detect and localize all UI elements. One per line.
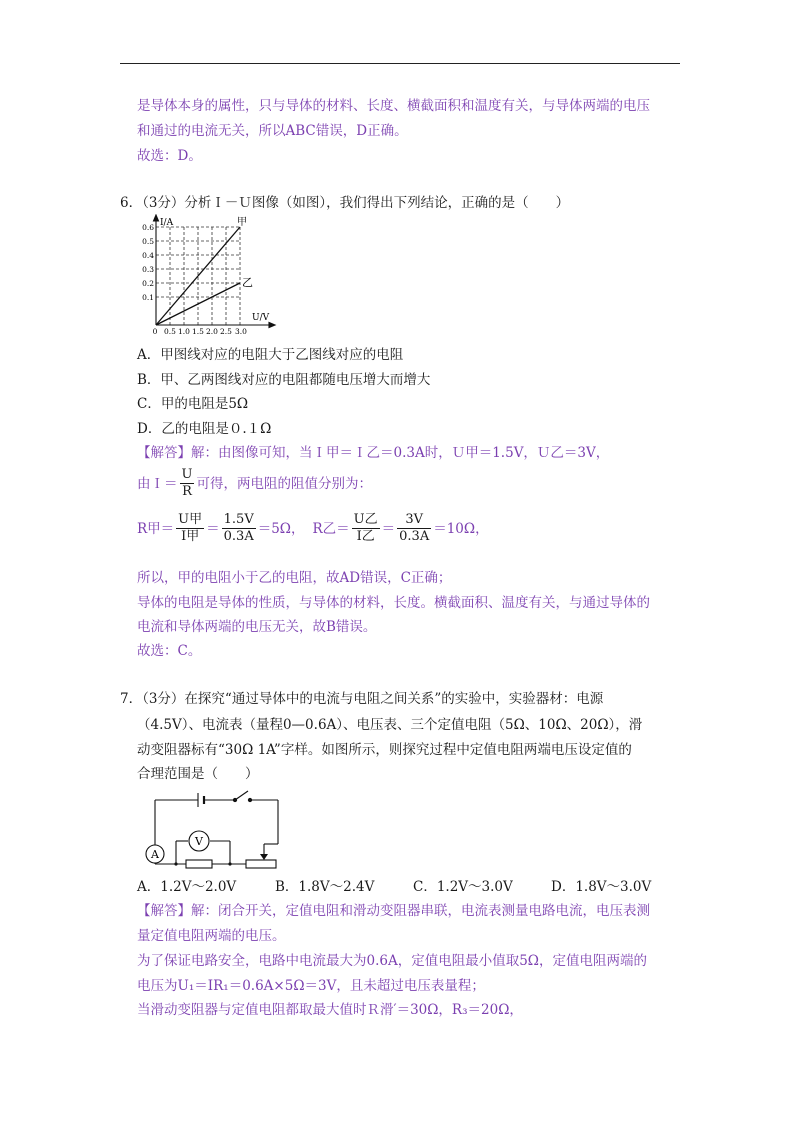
q5-answer-line-2: 和通过的电流无关，所以ABC错误，D正确。 xyxy=(137,123,408,139)
q6-answer-line-6: 电流和导体两端的电压无关，故B错误。 xyxy=(137,619,377,635)
q6-answer-line-5: 导体的电阻是导体的性质，与导体的材料，长度。横截面积、温度有关，与通过导体的 xyxy=(137,595,650,611)
equals-sign: ＝ xyxy=(381,520,396,537)
x-tick: 0.5 xyxy=(164,327,176,336)
r-jia-result: ＝5Ω， xyxy=(257,520,305,537)
fraction-u-yi-over-i-yi xyxy=(352,512,380,545)
fraction-numerator: 1.5V xyxy=(223,512,254,527)
q5-answer-line-1: 是导体本身的属性，只与导体的材料、长度、横截面积和温度有关，与导体两端的电压 xyxy=(137,98,650,114)
label-yi: 乙 xyxy=(242,276,253,289)
fraction-numerator: U乙 xyxy=(353,512,378,527)
q7-answer-line-4: 电压为U₁＝IR₁＝0.6A×5Ω＝3V，且未超过电压表量程； xyxy=(137,978,485,994)
q6-choice: 故选：C。 xyxy=(137,643,202,659)
voltmeter-label: V xyxy=(195,835,203,848)
fraction-1-5v-over-0-3a xyxy=(222,512,256,545)
q6-option-d: D．乙的电阻是０.１Ω xyxy=(137,421,272,437)
fraction-u-over-r xyxy=(180,467,195,500)
x-tick: 2.5 xyxy=(220,327,232,336)
x-axis-label: U/V xyxy=(252,313,270,323)
q6-answer-line-1 xyxy=(137,444,609,462)
x-tick: 3.0 xyxy=(235,327,247,336)
q7-answer-line-3: 为了保证电路安全，电路中电流最大为0.6A，定值电阻最小值取5Ω，定值电阻两端的 xyxy=(137,953,647,969)
fraction-numerator: 3V xyxy=(397,512,431,529)
q7-option-a: A．1.2V～2.0V xyxy=(137,879,237,895)
y-tick: 0.2 xyxy=(142,279,154,288)
equals-sign: ＝ xyxy=(206,520,220,537)
answer-tag: 【解答】 xyxy=(137,445,191,461)
r-yi-label: R乙＝ xyxy=(312,520,350,537)
fraction-u-jia-over-i-jia xyxy=(176,512,204,545)
q5-choice: 故选：D。 xyxy=(137,148,202,164)
q7-stem-line-1: 7．（3分）在探究“通过导体中的电流与电阻之间关系”的实验中，实验器材：电源 xyxy=(120,691,604,707)
q7-answer-line-1 xyxy=(137,902,650,920)
switch-lever xyxy=(235,791,248,800)
q7-option-b: B．1.8V～2.4V xyxy=(275,879,375,895)
y-tick: 0.6 xyxy=(142,223,154,232)
formula-suffix: 可得，两电阻的阻值分别为： xyxy=(196,475,372,492)
q7-option-c: C．1.2V～3.0V xyxy=(413,879,513,895)
fraction-denominator: 0.3A xyxy=(223,529,254,544)
q6-answer-line-2 xyxy=(137,467,372,500)
q7-stem-line-4: 合理范围是（ ） xyxy=(137,766,259,782)
q7-answer-line-2: 量定值电阻两端的电压。 xyxy=(137,928,286,944)
y-axis-arrow xyxy=(154,215,159,221)
fraction-denominator: I乙 xyxy=(356,529,375,544)
y-tick: 0.3 xyxy=(142,265,154,274)
slider-arrow xyxy=(260,854,268,860)
x-tick: 0 xyxy=(152,327,158,336)
y-tick: 0.4 xyxy=(142,251,154,260)
fraction-denominator: I甲 xyxy=(181,529,200,544)
q6-answer-line-4: 所以，甲的电阻小于乙的电阻，故AD错误，C正确； xyxy=(137,570,452,586)
header-rule xyxy=(120,63,680,64)
q6-option-b: B．甲、乙两图线对应的电阻都随电压增大而增大 xyxy=(137,372,431,388)
y-tick: 0.5 xyxy=(142,237,154,246)
ammeter-label: A xyxy=(151,848,159,861)
line-jia xyxy=(156,227,240,325)
fraction-numerator: U xyxy=(181,467,193,482)
r-yi-result: ＝10Ω， xyxy=(433,520,489,537)
x-tick: 1.5 xyxy=(192,327,204,336)
q6-option-c: C．甲的电阻是5Ω xyxy=(137,396,249,412)
iu-graph xyxy=(138,214,278,336)
q6-answer-line-3 xyxy=(137,512,489,545)
q7-stem-line-2: （4.5V）、电流表（量程0—0.6A）、电压表、三个定值电阻（5Ω、10Ω、20Ω），滑 xyxy=(137,717,643,733)
answer-tag: 【解答】 xyxy=(137,903,191,919)
fraction-denominator: R xyxy=(182,484,192,499)
fixed-resistor xyxy=(186,860,212,868)
q7-option-d: D．1.8V～3.0V xyxy=(551,879,652,895)
junction-dot xyxy=(228,862,231,865)
q7-answer-line-5: 当滑动变阻器与定值电阻都取最大值时Ｒ滑′＝30Ω，R₃＝20Ω， xyxy=(137,1002,523,1018)
q6-option-a: A．甲图线对应的电阻大于乙图线对应的电阻 xyxy=(137,347,404,363)
fraction-denominator: 0.3A xyxy=(399,529,430,544)
rheostat xyxy=(246,860,276,868)
junction-dot xyxy=(174,862,177,865)
circuit-diagram xyxy=(138,784,288,870)
x-tick: 1.0 xyxy=(178,327,190,336)
answer-text: 解：闭合开关，定值电阻和滑动变阻器串联，电流表测量电路电流，电压表测 xyxy=(191,903,650,919)
label-jia: 甲 xyxy=(237,217,247,228)
fraction-numerator: U甲 xyxy=(178,512,203,527)
formula-prefix: 由Ｉ＝ xyxy=(137,475,178,492)
q7-stem-line-3: 动变阻器标有“30Ω 1A”字样。如图所示，则探究过程中定值电阻两端电压设定值的 xyxy=(137,742,632,758)
q6-stem: 6．（3分）分析Ｉ－Ｕ图像（如图），我们得出下列结论，正确的是（ ） xyxy=(120,195,570,211)
fraction-3v-over-0-3a xyxy=(397,512,431,545)
y-tick: 0.1 xyxy=(142,293,154,302)
r-jia-label: R甲＝ xyxy=(137,520,175,537)
answer-text: 解：由图像可知，当Ｉ甲＝Ｉ乙＝0.3A时，Ｕ甲＝1.5V，Ｕ乙＝3V， xyxy=(191,445,610,461)
x-tick: 2.0 xyxy=(206,327,218,336)
x-axis-arrow xyxy=(269,323,275,328)
y-axis-label: I/A xyxy=(160,218,174,228)
